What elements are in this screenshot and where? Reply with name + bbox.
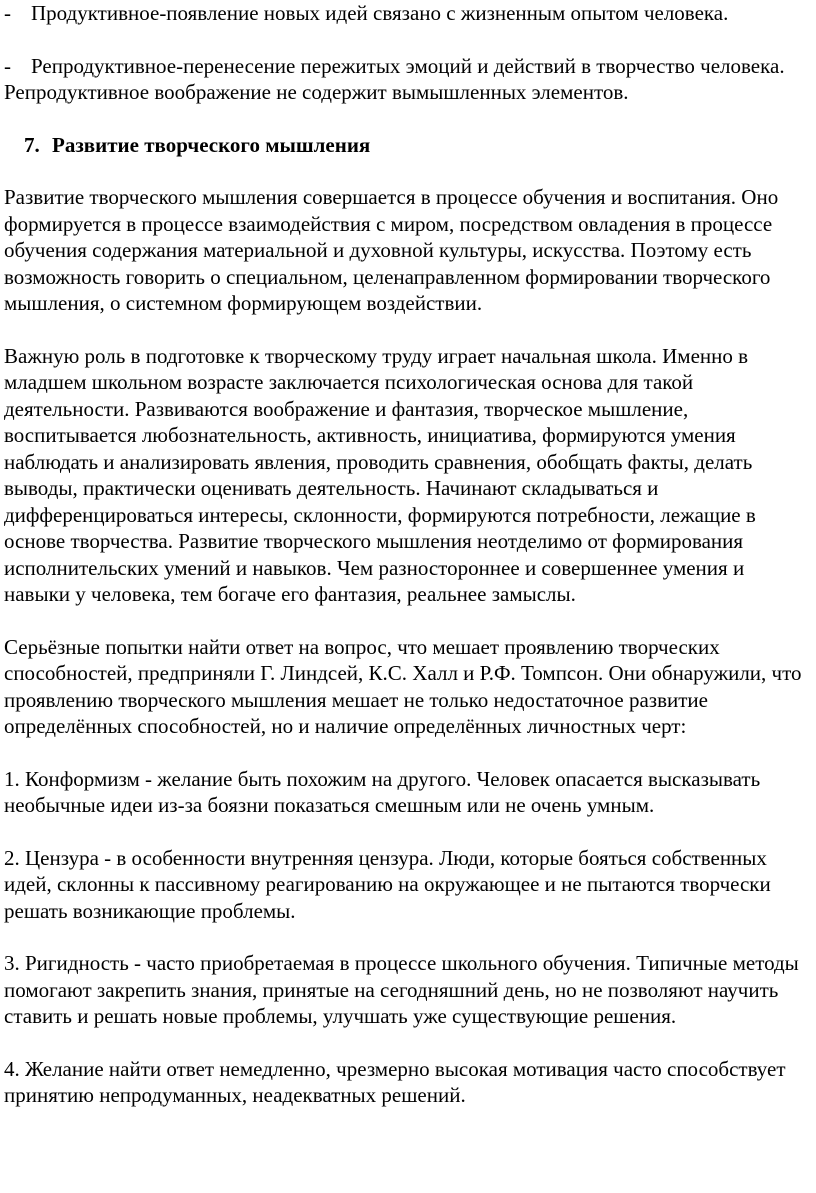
- section-heading: [4, 132, 812, 159]
- spacer: [4, 27, 812, 53]
- spacer: [4, 608, 812, 634]
- dash-list-item: [4, 0, 812, 27]
- numbered-paragraph: 2. Цензура - в особенности внутренняя цензура. Люди, которые бояться собственных идей, склонны к пассивному реагированию на окружающее и не пытаются творчески решать возникающие проблемы.: [4, 845, 771, 923]
- dash-list-item-text: Репродуктивное-перенесение пережитых эмоций и действий в творчество человека. Репродуктивное воображение не содержит вымышленных элементов.: [4, 53, 785, 104]
- numbered-paragraph: 4. Желание найти ответ немедленно, чрезмерно высокая мотивация часто способствует принятию непродуманных, неадекватных решений.: [4, 1056, 786, 1107]
- spacer: [4, 317, 812, 343]
- dash-list-item-text: Продуктивное-появление новых идей связано с жизненным опытом человека.: [31, 1, 729, 25]
- spacer: [4, 106, 812, 132]
- numbered-paragraph: 3. Ригидность - часто приобретаемая в процессе школьного обучения. Типичные методы помогают закрепить знания, принятые на сегодняшний день, но не позволяют научить ставить и решать новые проблемы, улучшать уже существующие решения.: [4, 951, 799, 1028]
- numbered-paragraph: 1. Конформизм - желание быть похожим на другого. Человек опасается высказывать необычные идеи из-за боязни показаться смешным или не очень умным.: [4, 766, 761, 817]
- section-title: Развитие творческого мышления: [52, 132, 371, 157]
- spacer: [4, 740, 812, 766]
- spacer: [4, 924, 812, 950]
- section-number: 7.: [24, 132, 40, 157]
- list-dash: -: [4, 53, 11, 78]
- dash-list-item: [4, 53, 812, 106]
- spacer: [4, 819, 812, 845]
- paragraph: Серьёзные попытки найти ответ на вопрос, что мешает проявлению творческих способностей, предприняли Г. Линдсей, К.С. Халл и Р.Ф. Томпсон. Они обнаружили, что проявлению творческого мышления мешает не только недостаточное развитие определённых способностей, но и наличие определённых личностных черт:: [4, 634, 802, 738]
- spacer: [4, 1030, 812, 1056]
- document-content: [4, 0, 812, 1109]
- paragraph: Важную роль в подготовке к творческому труду играет начальная школа. Именно в младшем школьном возрасте заключается психологическая основа для такой деятельности. Развиваются воображение и фантазия, творческое мышление, воспитывается любознательность, активность, инициатива, формируются умения наблюдать и анализировать явления, проводить сравнения, обобщать факты, делать выводы, практически оценивать деятельность. Начинают складываться и дифференцироваться интересы, склонности, формируются потребности, лежащие в основе творчества. Развитие творческого мышления неотделимо от формирования исполнительских умений и навыков. Чем разностороннее и совершеннее умения и навыки у человека, тем богаче его фантазия, реальнее замыслы.: [4, 343, 756, 606]
- list-dash: -: [4, 1, 11, 25]
- spacer: [4, 158, 812, 184]
- paragraph: Развитие творческого мышления совершается в процессе обучения и воспитания. Оно формируется в процессе взаимодействия с миром, посредством овладения в процессе обучения содержания материальной и духовной культуры, искусства. Поэтому есть возможность говорить о специальном, целенаправленном формировании творческого мышления, о системном формирующем воздействии.: [4, 185, 779, 315]
